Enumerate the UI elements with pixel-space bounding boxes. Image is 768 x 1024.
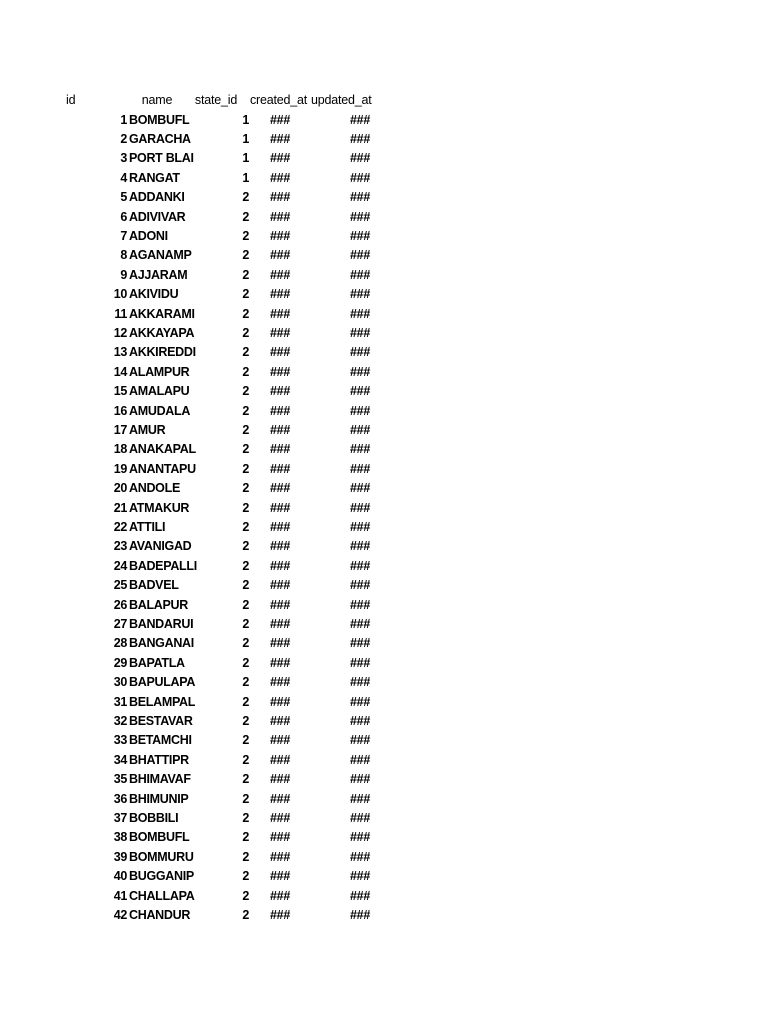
cell-state-id: 2 [242, 190, 249, 205]
cell-created-at: ### [270, 849, 290, 864]
cell-updated-at: ### [350, 772, 370, 787]
cell-updated-at: ### [350, 791, 370, 806]
cell-state-id: 2 [242, 675, 249, 690]
cell-state-id: 2 [242, 869, 249, 884]
cell-state-id: 2 [242, 597, 249, 612]
cell-updated-at: ### [350, 364, 370, 379]
cell-created-at: ### [270, 791, 290, 806]
table-row [0, 479, 768, 498]
table-row [0, 421, 768, 440]
cell-updated-at: ### [350, 616, 370, 631]
cell-id: 19 [113, 461, 127, 476]
table-row [0, 731, 768, 750]
cell-updated-at: ### [350, 228, 370, 243]
column-header-state-id: state_id [194, 93, 238, 107]
cell-name: ANDOLE [129, 481, 180, 496]
cell-state-id: 2 [242, 228, 249, 243]
cell-id: 21 [113, 500, 127, 515]
cell-updated-at: ### [350, 655, 370, 670]
cell-name: BOMBUFL [129, 830, 190, 845]
cell-name: AKKAYAPA [129, 325, 195, 340]
cell-state-id: 2 [242, 364, 249, 379]
cell-name: BOBBILI [129, 810, 179, 825]
table-row [0, 343, 768, 362]
cell-name: BETAMCHI [129, 733, 192, 748]
cell-updated-at: ### [350, 442, 370, 457]
cell-state-id: 2 [242, 752, 249, 767]
table-row [0, 867, 768, 886]
cell-name: CHALLAPA [129, 888, 195, 903]
cell-name: CHANDUR [129, 907, 191, 922]
cell-state-id: 2 [242, 248, 249, 263]
table-row [0, 363, 768, 382]
cell-name: ADIVIVAR [129, 209, 186, 224]
cell-updated-at: ### [350, 170, 370, 185]
cell-id: 16 [113, 403, 127, 418]
table-row [0, 382, 768, 401]
cell-state-id: 2 [242, 345, 249, 360]
cell-state-id: 2 [242, 384, 249, 399]
cell-updated-at: ### [350, 597, 370, 612]
cell-name: AKKIREDDI [129, 345, 196, 360]
cell-name: AMALAPU [129, 384, 190, 399]
cell-updated-at: ### [350, 248, 370, 263]
cell-created-at: ### [270, 869, 290, 884]
cell-id: 10 [113, 287, 127, 302]
cell-name: ALAMPUR [129, 364, 190, 379]
table-row [0, 188, 768, 207]
table-row [0, 654, 768, 673]
cell-updated-at: ### [350, 403, 370, 418]
cell-id: 22 [113, 519, 127, 534]
table-row [0, 848, 768, 867]
cell-created-at: ### [270, 481, 290, 496]
table-row [0, 227, 768, 246]
table-row [0, 305, 768, 324]
table-row [0, 518, 768, 537]
cell-updated-at: ### [350, 345, 370, 360]
cell-id: 26 [113, 597, 127, 612]
cell-name: BADEPALLI [129, 558, 197, 573]
cell-created-at: ### [270, 170, 290, 185]
cell-id: 23 [113, 539, 127, 554]
cell-created-at: ### [270, 810, 290, 825]
cell-id: 18 [113, 442, 127, 457]
table-row [0, 266, 768, 285]
cell-state-id: 2 [242, 694, 249, 709]
cell-updated-at: ### [350, 539, 370, 554]
cell-id: 1 [120, 112, 127, 127]
cell-created-at: ### [270, 384, 290, 399]
table-row [0, 693, 768, 712]
cell-id: 17 [113, 422, 127, 437]
cell-updated-at: ### [350, 830, 370, 845]
cell-state-id: 2 [242, 810, 249, 825]
cell-created-at: ### [270, 713, 290, 728]
cell-updated-at: ### [350, 422, 370, 437]
cell-updated-at: ### [350, 558, 370, 573]
cell-name: BOMMURU [129, 849, 194, 864]
cell-state-id: 2 [242, 539, 249, 554]
cell-created-at: ### [270, 519, 290, 534]
cell-state-id: 2 [242, 616, 249, 631]
cell-state-id: 1 [242, 151, 249, 166]
cell-state-id: 2 [242, 519, 249, 534]
cell-created-at: ### [270, 403, 290, 418]
cell-created-at: ### [270, 345, 290, 360]
table-row [0, 673, 768, 692]
cell-state-id: 2 [242, 403, 249, 418]
cell-created-at: ### [270, 733, 290, 748]
cell-state-id: 2 [242, 442, 249, 457]
cell-updated-at: ### [350, 869, 370, 884]
cell-updated-at: ### [350, 112, 370, 127]
cell-name: BAPULAPA [129, 675, 196, 690]
cell-name: ADONI [129, 228, 168, 243]
column-header-id: id [66, 93, 76, 107]
table-row [0, 828, 768, 847]
cell-updated-at: ### [350, 733, 370, 748]
column-header-created-at: created_at [250, 93, 308, 107]
cell-state-id: 2 [242, 907, 249, 922]
cell-id: 3 [120, 151, 127, 166]
cell-created-at: ### [270, 325, 290, 340]
cell-name: BANGANAI [129, 636, 194, 651]
cell-updated-at: ### [350, 578, 370, 593]
table-row [0, 499, 768, 518]
cell-state-id: 2 [242, 461, 249, 476]
cell-updated-at: ### [350, 636, 370, 651]
table-row [0, 634, 768, 653]
cell-name: PORT BLAI [129, 151, 194, 166]
cell-name: BALAPUR [129, 597, 189, 612]
table-row [0, 402, 768, 421]
cell-name: AMUDALA [129, 403, 191, 418]
cell-id: 7 [120, 228, 127, 243]
cell-state-id: 2 [242, 287, 249, 302]
cell-id: 15 [113, 384, 127, 399]
cell-name: BOMBUFL [129, 112, 190, 127]
cell-created-at: ### [270, 830, 290, 845]
cell-created-at: ### [270, 597, 290, 612]
cell-id: 24 [113, 558, 127, 573]
cell-state-id: 2 [242, 772, 249, 787]
cell-created-at: ### [270, 772, 290, 787]
cell-id: 8 [120, 248, 127, 263]
cell-state-id: 1 [242, 112, 249, 127]
table-row [0, 557, 768, 576]
cell-id: 35 [113, 772, 127, 787]
cell-created-at: ### [270, 578, 290, 593]
cell-created-at: ### [270, 636, 290, 651]
cell-updated-at: ### [350, 713, 370, 728]
cell-updated-at: ### [350, 675, 370, 690]
column-header-updated-at: updated_at [311, 93, 372, 107]
column-header-name: name [141, 93, 173, 107]
cell-created-at: ### [270, 616, 290, 631]
cell-id: 27 [113, 616, 127, 631]
cell-state-id: 2 [242, 888, 249, 903]
cell-name: ANAKAPAL [129, 442, 196, 457]
cell-updated-at: ### [350, 481, 370, 496]
cell-updated-at: ### [350, 849, 370, 864]
cell-updated-at: ### [350, 519, 370, 534]
cell-name: BESTAVAR [129, 713, 193, 728]
table-row [0, 149, 768, 168]
table-row [0, 111, 768, 130]
cell-updated-at: ### [350, 190, 370, 205]
cell-id: 38 [113, 830, 127, 845]
table-row [0, 887, 768, 906]
cell-id: 37 [113, 810, 127, 825]
cell-created-at: ### [270, 267, 290, 282]
cell-created-at: ### [270, 306, 290, 321]
cell-updated-at: ### [350, 888, 370, 903]
cell-created-at: ### [270, 287, 290, 302]
table-row [0, 712, 768, 731]
cell-id: 32 [113, 713, 127, 728]
cell-created-at: ### [270, 539, 290, 554]
table-row [0, 440, 768, 459]
table-row [0, 576, 768, 595]
cell-updated-at: ### [350, 209, 370, 224]
cell-created-at: ### [270, 907, 290, 922]
cell-id: 36 [113, 791, 127, 806]
cell-created-at: ### [270, 461, 290, 476]
table-row [0, 809, 768, 828]
cell-created-at: ### [270, 442, 290, 457]
cell-created-at: ### [270, 422, 290, 437]
cell-id: 25 [113, 578, 127, 593]
cell-name: AJJARAM [129, 267, 188, 282]
cell-state-id: 2 [242, 209, 249, 224]
table-row [0, 537, 768, 556]
cell-state-id: 2 [242, 558, 249, 573]
cell-name: BADVEL [129, 578, 179, 593]
cell-created-at: ### [270, 655, 290, 670]
cell-id: 41 [113, 888, 127, 903]
cell-updated-at: ### [350, 267, 370, 282]
cell-updated-at: ### [350, 325, 370, 340]
table-row [0, 790, 768, 809]
cell-id: 6 [120, 209, 127, 224]
cell-updated-at: ### [350, 500, 370, 515]
cell-name: AGANAMP [129, 248, 192, 263]
cell-created-at: ### [270, 151, 290, 166]
cell-id: 11 [114, 306, 127, 321]
cell-id: 9 [120, 267, 127, 282]
cell-name: BAPATLA [129, 655, 185, 670]
cell-name: AMUR [129, 422, 166, 437]
cell-id: 34 [113, 752, 127, 767]
cell-name: BANDARUI [129, 616, 194, 631]
cell-name: BHIMUNIP [129, 791, 189, 806]
cell-updated-at: ### [350, 306, 370, 321]
cell-updated-at: ### [350, 752, 370, 767]
cell-id: 39 [113, 849, 127, 864]
table-row [0, 906, 768, 925]
cell-name: BELAMPAL [129, 694, 196, 709]
cell-created-at: ### [270, 131, 290, 146]
cell-name: ADDANKI [129, 190, 185, 205]
cell-id: 42 [113, 907, 127, 922]
table-header-row [0, 91, 768, 110]
cell-id: 29 [113, 655, 127, 670]
table-row [0, 596, 768, 615]
cell-created-at: ### [270, 228, 290, 243]
cell-created-at: ### [270, 675, 290, 690]
cell-state-id: 2 [242, 655, 249, 670]
cell-name: ATMAKUR [129, 500, 190, 515]
cell-name: AKKARAMI [129, 306, 195, 321]
cell-state-id: 2 [242, 733, 249, 748]
table-row [0, 615, 768, 634]
cell-id: 12 [113, 325, 127, 340]
cell-id: 14 [113, 364, 127, 379]
table-row [0, 246, 768, 265]
table-row [0, 208, 768, 227]
cell-id: 4 [120, 170, 127, 185]
cell-name: BHIMAVAF [129, 772, 191, 787]
table-row [0, 751, 768, 770]
cell-created-at: ### [270, 248, 290, 263]
cell-updated-at: ### [350, 287, 370, 302]
cell-created-at: ### [270, 364, 290, 379]
cell-created-at: ### [270, 112, 290, 127]
cell-created-at: ### [270, 752, 290, 767]
cell-state-id: 2 [242, 713, 249, 728]
cell-updated-at: ### [350, 131, 370, 146]
cell-name: BHATTIPR [129, 752, 189, 767]
cell-state-id: 2 [242, 325, 249, 340]
cell-state-id: 2 [242, 500, 249, 515]
cell-state-id: 2 [242, 791, 249, 806]
cell-name: BUGGANIP [129, 869, 194, 884]
cell-state-id: 2 [242, 849, 249, 864]
cell-name: RANGAT [129, 170, 180, 185]
cell-created-at: ### [270, 500, 290, 515]
cell-id: 2 [120, 131, 127, 146]
cell-updated-at: ### [350, 694, 370, 709]
cell-id: 20 [113, 481, 127, 496]
cell-created-at: ### [270, 694, 290, 709]
table-row [0, 130, 768, 149]
table-row [0, 770, 768, 789]
cell-id: 33 [113, 733, 127, 748]
cell-id: 31 [113, 694, 127, 709]
cell-name: GARACHA [129, 131, 191, 146]
cell-id: 40 [113, 869, 127, 884]
cell-name: AKIVIDU [129, 287, 179, 302]
cell-created-at: ### [270, 888, 290, 903]
cell-id: 28 [113, 636, 127, 651]
cell-state-id: 2 [242, 578, 249, 593]
table-row [0, 169, 768, 188]
cell-created-at: ### [270, 209, 290, 224]
cell-created-at: ### [270, 190, 290, 205]
cell-state-id: 1 [242, 131, 249, 146]
cell-name: ANANTAPU [129, 461, 196, 476]
cell-state-id: 2 [242, 267, 249, 282]
cell-updated-at: ### [350, 384, 370, 399]
cell-updated-at: ### [350, 461, 370, 476]
cell-updated-at: ### [350, 151, 370, 166]
cell-id: 13 [113, 345, 127, 360]
cell-state-id: 1 [242, 170, 249, 185]
cell-created-at: ### [270, 558, 290, 573]
cell-name: AVANIGAD [129, 539, 192, 554]
cell-id: 30 [113, 675, 127, 690]
cell-state-id: 2 [242, 481, 249, 496]
cell-state-id: 2 [242, 636, 249, 651]
table-row [0, 285, 768, 304]
cell-updated-at: ### [350, 907, 370, 922]
cell-id: 5 [120, 190, 127, 205]
cell-name: ATTILI [129, 519, 166, 534]
cell-state-id: 2 [242, 306, 249, 321]
table-row [0, 324, 768, 343]
cell-updated-at: ### [350, 810, 370, 825]
cell-state-id: 2 [242, 830, 249, 845]
table-row [0, 460, 768, 479]
cell-state-id: 2 [242, 422, 249, 437]
